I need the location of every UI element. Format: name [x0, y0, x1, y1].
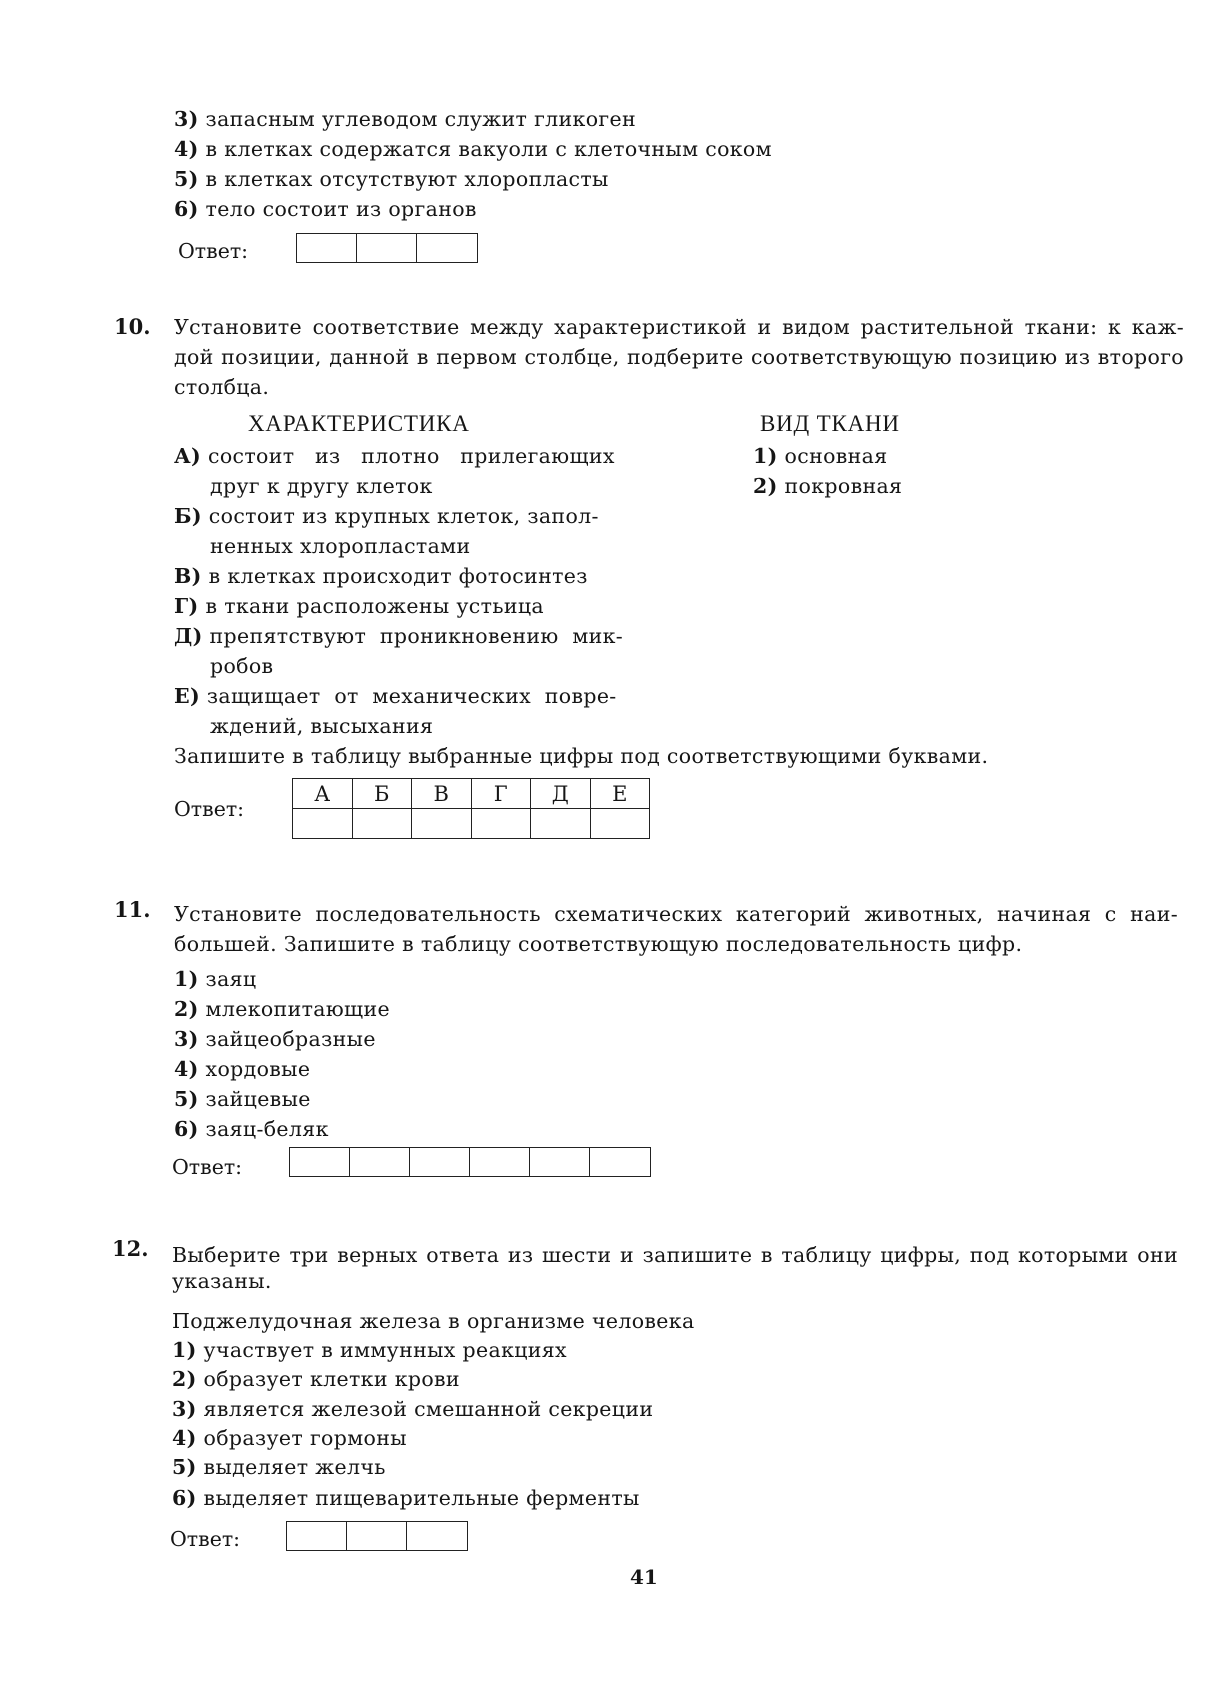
- q10-char-d: Д) препятствуют проникновению мик-: [174, 624, 624, 648]
- q10-answer-table: [292, 778, 650, 839]
- answer-cell[interactable]: [290, 1148, 350, 1176]
- q10-char-b-cont: ненных хлоропластами: [210, 534, 471, 558]
- q12-number: 12.: [112, 1236, 149, 1261]
- q10-char-e-cont: ждений, высыхания: [210, 714, 434, 738]
- q10-tissue-1: 1) основная: [753, 444, 888, 468]
- q10-char-g: Г) в ткани расположены устьица: [174, 594, 544, 618]
- answer-cell[interactable]: [470, 1148, 530, 1176]
- answer-cell[interactable]: [357, 234, 417, 262]
- q12-prompt-line-2: указаны.: [172, 1269, 272, 1293]
- q12-option-2: 2) образует клетки крови: [172, 1367, 460, 1391]
- answer-cell[interactable]: [410, 1148, 470, 1176]
- q11-option-6: 6) заяц-беляк: [174, 1117, 329, 1141]
- answer-cell[interactable]: [471, 809, 531, 839]
- q10-char-d-cont: робов: [210, 654, 274, 678]
- answer-cell[interactable]: [347, 1522, 407, 1550]
- q10-header-e: Е: [590, 779, 650, 809]
- q10-char-b: Б) состоит из крупных клеток, запол-: [174, 504, 599, 528]
- answer-cell[interactable]: [590, 809, 650, 839]
- q12-option-5: 5) выделяет желчь: [172, 1455, 386, 1479]
- q10-char-a-cont: друг к другу клеток: [210, 474, 433, 498]
- q10-tissue-2: 2) покровная: [753, 474, 903, 498]
- q10-prompt-line-1: Установите соответствие между характеристикой и видом растительной ткани: к каж-: [174, 315, 1184, 339]
- q9-option-5: 5) в клетках отсутствуют хлоропласты: [174, 167, 609, 191]
- q9-answer-boxes[interactable]: [296, 233, 478, 263]
- q9-option-6: 6) тело состоит из органов: [174, 197, 477, 221]
- answer-cell[interactable]: [297, 234, 357, 262]
- q10-prompt-line-3: столбца.: [174, 375, 270, 399]
- q10-instruction: Запишите в таблицу выбранные цифры под соответствующими буквами.: [174, 744, 989, 768]
- answer-cell[interactable]: [590, 1148, 650, 1176]
- answer-cell[interactable]: [352, 809, 412, 839]
- q11-number: 11.: [114, 897, 151, 922]
- q10-header-a: А: [293, 779, 353, 809]
- q9-option-4: 4) в клетках содержатся вакуоли с клеточным соком: [174, 137, 772, 161]
- q10-header-b: Б: [352, 779, 412, 809]
- answer-cell[interactable]: [287, 1522, 347, 1550]
- answer-cell[interactable]: [531, 809, 591, 839]
- answer-cell[interactable]: [417, 234, 477, 262]
- q12-stem: Поджелудочная железа в организме человека: [172, 1309, 695, 1333]
- answer-cell[interactable]: [407, 1522, 467, 1550]
- q12-answer-label: Ответ:: [170, 1527, 241, 1551]
- q10-char-a: А) состоит из плотно прилегающих: [174, 444, 615, 468]
- q10-header-d: Д: [531, 779, 591, 809]
- q12-answer-boxes[interactable]: [286, 1521, 468, 1551]
- answer-cell[interactable]: [530, 1148, 590, 1176]
- q11-prompt-line-2: большей. Запишите в таблицу соответствующую последовательность цифр.: [174, 932, 1023, 956]
- q12-option-1: 1) участвует в иммунных реакциях: [172, 1338, 567, 1362]
- q11-option-4: 4) хордовые: [174, 1057, 311, 1081]
- q12-option-4: 4) образует гормоны: [172, 1426, 407, 1450]
- q11-answer-boxes[interactable]: [289, 1147, 651, 1177]
- q12-prompt-line-1: Выберите три верных ответа из шести и запишите в таблицу цифры, под которыми они: [172, 1243, 1178, 1267]
- page-number: 41: [630, 1565, 658, 1589]
- q11-prompt-line-1: Установите последовательность схематических категорий животных, начиная с наи-: [174, 902, 1178, 926]
- q12-option-3: 3) является железой смешанной секреции: [172, 1397, 654, 1421]
- q10-header-v: В: [412, 779, 472, 809]
- q12-option-6: 6) выделяет пищеварительные ферменты: [172, 1486, 640, 1510]
- q11-option-5: 5) зайцевые: [174, 1087, 311, 1111]
- q11-option-1: 1) заяц: [174, 967, 257, 991]
- answer-cell[interactable]: [350, 1148, 410, 1176]
- q9-answer-label: Ответ:: [178, 239, 249, 263]
- q10-char-e: Е) защищает от механических повре-: [174, 684, 617, 708]
- q10-left-header: ХАРАКТЕРИСТИКА: [248, 411, 470, 436]
- answer-cell[interactable]: [293, 809, 353, 839]
- q10-number: 10.: [114, 314, 151, 339]
- q11-option-2: 2) млекопитающие: [174, 997, 390, 1021]
- q10-right-header: ВИД ТКАНИ: [760, 411, 900, 436]
- q11-option-3: 3) зайцеобразные: [174, 1027, 376, 1051]
- q9-option-3: 3) запасным углеводом служит гликоген: [174, 107, 636, 131]
- q10-header-g: Г: [471, 779, 531, 809]
- q10-char-v: В) в клетках происходит фотосинтез: [174, 564, 588, 588]
- answer-cell[interactable]: [412, 809, 472, 839]
- q11-answer-label: Ответ:: [172, 1155, 243, 1179]
- q10-answer-label: Ответ:: [174, 797, 245, 821]
- q10-prompt-line-2: дой позиции, данной в первом столбце, подберите соответствующую позицию из второго: [174, 345, 1184, 369]
